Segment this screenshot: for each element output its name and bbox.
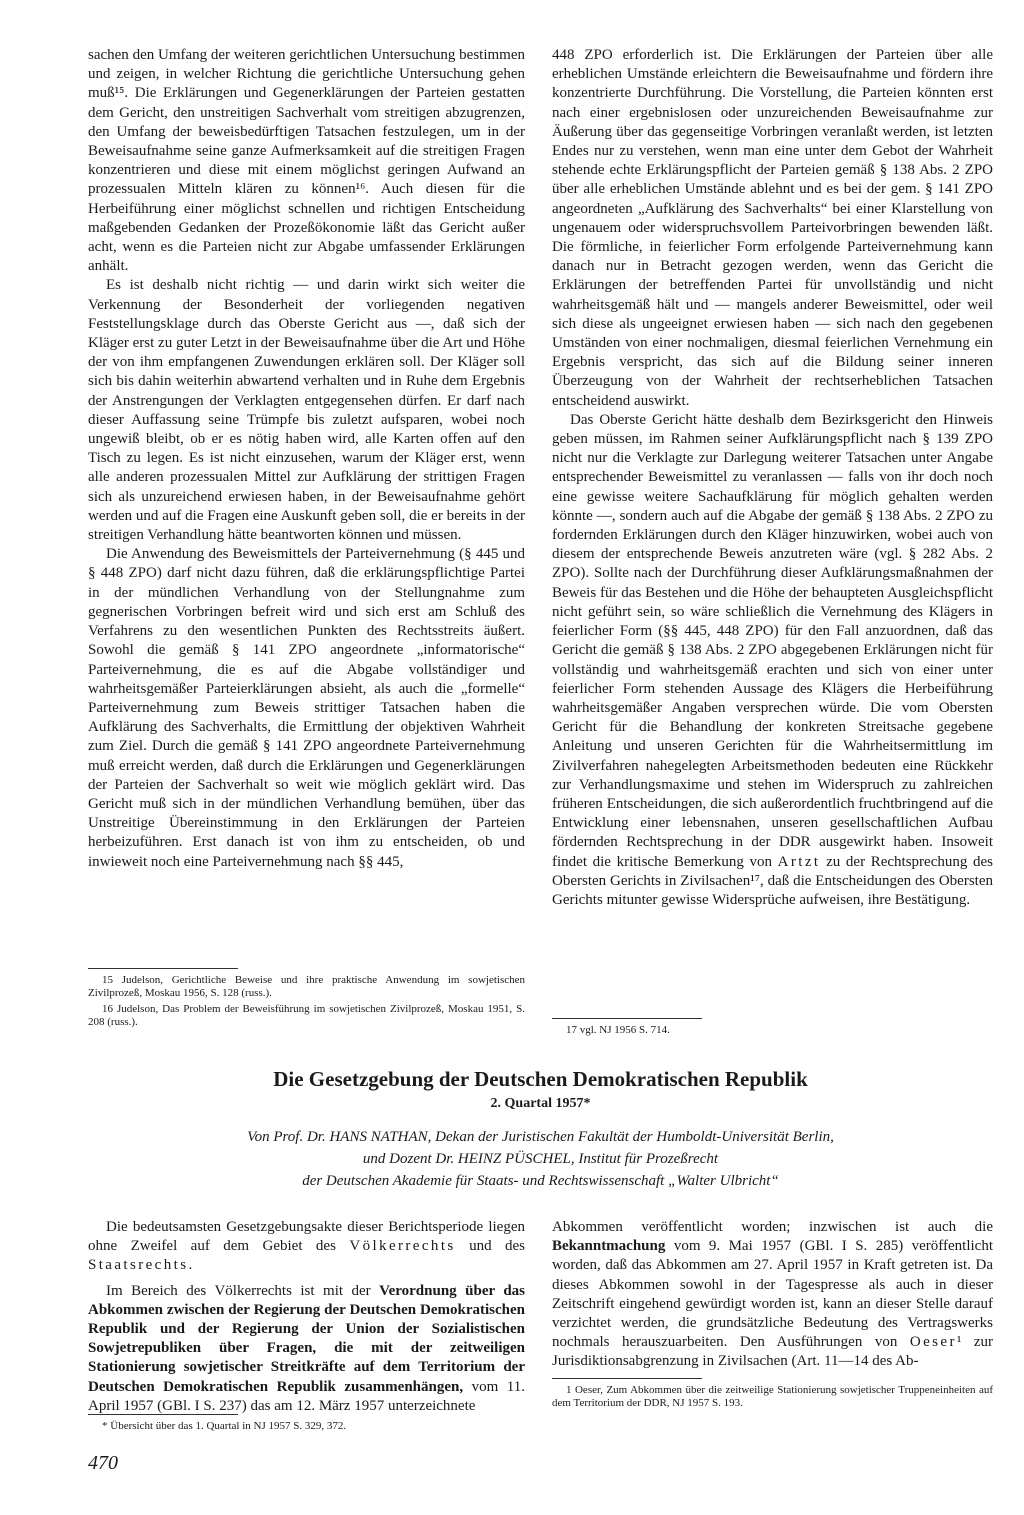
paragraph-text: Die bedeutsamsten Gesetzgebungsakte dieser Berichtsperiode liegen ohne Zweifel auf dem Gebiet des	[88, 1219, 525, 1255]
paragraph-text: Das Oberste Gericht hätte deshalb dem Bezirksgericht den Hinweis geben müssen, im Rahmen seiner Aufklärungspflicht nach § 139 ZPO nicht nur die Verklagte zur Darlegung weiterer Tatsachen unter Angabe entsprechender Beweismittel zu veranlassen — falls von ihr doch noch eine gewisse weitere Sachaufklärung für möglich gehalten werden könnte —, sondern auch auf die Abgabe der gemäß § 138 Abs. 2 ZPO zu fordernden Erklärungen durch den Kläger hinzuwirken, wobei auch von diesem der entsprechende Beweis anzutreten wäre (vgl. § 282 Abs. 2 ZPO). Sollte nach der Durchführung dieser Aufklärungsmaßnahmen der Beweis für das Bestehen und die Höhe der behaupteten Ausgleichspflicht nicht geführt sein, so wäre schließlich die Vernehmung des Klägers in feierlicher Form (§§ 445, 448 ZPO) für den Fall anzuordnen, daß das Gericht die gemäß § 138 Abs. 2 ZPO abgegebenen Erklärungen nicht für vollständig und wahrheitsgemäß erachten und sich von einer unter feierlicher Form stehenden Aussage des Klägers die Herbeiführung wahrheitsgemäßer Angaben versprechen würde. Die vom Obersten Gericht für die Behandlung der konkreten Streitsache gegebene Anleitung und unseren Gerichten für die Wahrheitsermittlung im Zivilverfahren nahegelegten Arbeitsmethoden bedeuten eine Rückkehr zur Verhandlungsmaxime und stehen im Widerspruch zu zahlreichen früheren Entscheidungen, die sich außerordentlich fruchtbringend auf die Entwicklung einer lebensnahen, unseren gesellschaftlichen Aufbau fördernden Rechtsprechung in der DDR ausgewirkt haben. Insoweit findet die kritische Bemerkung von	[552, 411, 993, 870]
paragraph-text: vom 11. April 1957 (GBl. I S. 237) das am 12. März 1957 unterzeichnete	[88, 1378, 526, 1414]
paragraph-text: vom 9. Mai 1957 (GBl. I S. 285) veröffentlicht worden, daß das Abkommen am 27. April 1957 in Kraft getreten ist. Da dieses Abkommen sowohl in der Tagespresse als auch in dieser Zeitschrift eingehend gewürdigt worden ist, kann an dieser Stelle darauf verzichtet werden, die grundsätzliche Bedeutung des Vertragswerks nochmals herauszuarbeiten. Den Ausführungen von	[552, 1238, 993, 1351]
paragraph: Es ist deshalb nicht richtig — und darin wirkt sich weiter die Verkennung der Besonderheit der vorliegenden negativen Feststellungsklage durch das Oberste Gericht aus —, daß sich der Kläger erst zu guter Letzt in der Beweisaufnahme über die Art und Höhe der von ihm empfangenen Zuwendungen erklären soll. Der Kläger soll sich bis dahin weiterhin abwartend verhalten und in Ruhe dem Ergebnis der Anstrengungen der Verklagten entgegensehen dürfen. Er darf nach dieser Auffassung seine Trümpfe bis zuletzt aufsparen, wobei noch ungewiß bleibt, ob er es nötig haben wird, alle Karten offen auf den Tisch zu legen. Es ist nicht einzusehen, warum der Kläger erst, wenn alle anderen prozessualen Mittel zur Aufklärung der strittigen Fragen sich als unzureichend erwiesen haben, in der Beweisaufnahme gehört werden und auf die Fragen eine Auskunft geben soll, die er bereits in der streitigen Verhandlung hätte beantworten können und müssen.	[88, 277, 525, 544]
bold-term: Bekanntmachung	[552, 1238, 666, 1255]
article-header	[88, 1066, 993, 1192]
paragraph: 448 ZPO erforderlich ist. Die Erklärungen der Parteien über alle erheblichen Umstände erleichtern die Beweisaufnahme und fördern ihre konzentrierte Durchführung. Die Vorstellung, die Parteien könnten erst nach einer ergebnislosen oder unzureichenden Beweisaufnahme zur Äußerung über das gegenseitige Vorbringen veranlaßt werden, ist letzten Endes nur zu verstehen, wenn man eine unter dem Gebot der Wahrheit stehende echte Erklärungspflicht der Parteien gemäß § 138 Abs. 2 ZPO über alle erheblichen Umstände ablehnt und es bei der gem. § 141 ZPO angeordneten „Aufklärung des Sachverhalts“ bei einer Klarstellung von ungenauem oder widerspruchsvollem Parteivorbringen bewenden läßt. Die förmliche, in feierlicher Form erfolgende Parteivernehmung kann danach nur in Betracht gezogen werden, wenn das Gericht die Erklärungen der betreffenden Partei für unvollständig und nicht wahrheitsgemäß hält und — mangels anderer Beweismittel, oder weil sich diese als ungeeignet erwiesen haben — sich nach den gegebenen Umständen von einer nochmaligen, diesmal feierlichen Vernehmung ein Ergebnis verspricht, das sich auf die Bildung seiner inneren Überzeugung von der Wahrheit der rechtserheblichen Tatsachen entscheidend auswirkt.	[552, 47, 993, 409]
spaced-term: Völkerrechts	[349, 1238, 456, 1255]
article-subtitle: 2. Quartal 1957*	[490, 1096, 591, 1111]
paragraph	[552, 411, 993, 910]
column-right-top	[552, 46, 993, 910]
paragraph	[88, 1282, 525, 1416]
column-left-bottom	[88, 1218, 525, 1416]
page-number: 470	[88, 1452, 118, 1474]
paragraph-text: ¹ zur Jurisdiktionsabgrenzung in Zivilsachen (Art. 11—14 des Ab-	[552, 1334, 994, 1370]
footnotes-right-top	[552, 1018, 993, 1039]
footnotes-right-bottom	[552, 1378, 993, 1413]
article-title: Die Gesetzgebung der Deutschen Demokratischen Republik	[273, 1067, 808, 1091]
footnote: * Übersicht über das 1. Quartal in NJ 1957 S. 329, 372.	[102, 1420, 347, 1432]
footnote-rule	[88, 968, 238, 969]
footnotes-left-top	[88, 968, 525, 1032]
paragraph-text: .	[188, 1257, 193, 1274]
footnote: 1 Oeser, Zum Abkommen über die zeitweilige Stationierung sowjetischer Truppeneinheiten auf dem Territorium der DDR, NJ 1957 S. 193.	[552, 1384, 993, 1410]
author-name: Artzt	[777, 853, 821, 870]
bold-term: Verordnung über das Abkommen zwischen der Regierung der Deutschen Demokratischen Republik und der Regierung der Union der Sozialistischen Sowjetrepubliken über Fragen, die mit der zeitweiligen Stationierung sowjetischer Streitkräfte auf dem Territorium der Deutschen Demokratischen Republik zusammenhängen,	[88, 1282, 526, 1395]
footnote-rule	[552, 1378, 702, 1379]
footnotes-left-bottom	[88, 1414, 525, 1435]
column-right-bottom	[552, 1218, 993, 1372]
paragraph	[552, 1218, 993, 1372]
authors-line: und Dozent Dr. HEINZ PÜSCHEL, Institut für Prozeßrecht	[362, 1151, 719, 1167]
footnote-rule	[552, 1018, 702, 1019]
paragraph	[88, 1218, 525, 1276]
paragraph-text: zu der Rechtsprechung des Obersten Gerichts in Zivilsachen¹⁷, daß die Entscheidungen des Obersten Gerichts mitunter gewisse Widersprüche aufweisen, ihre Bestätigung.	[552, 853, 993, 908]
paragraph-text: Im Bereich des Völkerrechts ist mit der	[106, 1282, 371, 1299]
authors-line: der Deutschen Akademie für Staats- und Rechtswissenschaft „Walter Ulbricht“	[302, 1173, 779, 1189]
spaced-term: Staatsrechts	[88, 1257, 189, 1274]
footnote: 15 Judelson, Gerichtliche Beweise und ihre praktische Anwendung im sowjetischen Zivilprozeß, Moskau 1956, S. 128 (russ.).	[88, 974, 525, 1000]
paragraph: Die Anwendung des Beweismittels der Parteivernehmung (§ 445 und § 448 ZPO) darf nicht dazu führen, daß die erklärungspflichtige Partei in der mündlichen Verhandlung von der Stellungnahme zum gegnerischen Vorbringen befreit wird und sich erst am Schluß des Verfahrens zu den wesentlichen Punkten des Rechtsstreits äußert. Sowohl die gemäß § 141 ZPO angeordnete „informatorische“ Parteivernehmung, die es auf die Abgabe vollständiger und wahrheitsgemäßer Parteierklärungen absieht, als auch die „formelle“ Parteivernehmung zum Beweis strittiger Tatsachen haben die Aufklärung des Sachverhalts, die Ermittlung der objektiven Wahrheit zum Ziel. Durch die gemäß § 141 ZPO angeordnete Parteivernehmung muß erreicht werden, daß durch die Erklärungen und Gegenerklärungen der Parteien der Sachverhalt so weit wie möglich geklärt wird. Das Gericht muß sich in der mündlichen Verhandlung bemühen, über das Unstreitige Übereinstimmung in den Erklärungen der Parteien herbeizuführen. Erst danach ist von ihm zu entscheiden, ob und inwieweit noch eine Parteivernehmung nach §§ 445,	[88, 546, 525, 870]
paragraph-text: Abkommen veröffentlicht worden; inzwischen ist auch die	[552, 1219, 993, 1235]
footnote-rule	[88, 1414, 238, 1415]
authors-line: Von Prof. Dr. HANS NATHAN, Dekan der Juristischen Fakultät der Humboldt-Universität Berlin,	[247, 1129, 834, 1145]
footnote: 16 Judelson, Das Problem der Beweisführung im sowjetischen Zivilprozeß, Moskau 1951, S. 208 (russ.).	[88, 1002, 525, 1029]
author-name: Oeser	[909, 1334, 957, 1351]
paragraph-text: und des	[469, 1238, 526, 1255]
article-authors	[88, 1126, 993, 1192]
footnote: 17 vgl. NJ 1956 S. 714.	[566, 1024, 670, 1036]
paragraph: sachen den Umfang der weiteren gerichtlichen Untersuchung bestimmen und zeigen, in welcher Richtung die gerichtliche Untersuchung gehen muß¹⁵. Die Erklärungen und Gegenerklärungen der Parteien gestatten dem Gericht, den unstreitigen Sachverhalt vom streitigen abzugrenzen, den Umfang der beweisbedürftigen Tatsachen festzulegen, um in der Beweisaufnahme seine ganze Aufmerksamkeit auf die streitigen Fragen konzentrieren und diese mit einem möglichst geringen Aufwand an prozessualen Mitteln klären zu können¹⁶. Auch diesen für die Herbeiführung einer möglichst schnellen und richtigen Entscheidung maßgebenden Gedanken der Prozeßökonomie läßt das Gericht außer acht, wenn es die Parteien nicht zur Abgabe umfassender Erklärungen anhält.	[88, 47, 525, 275]
column-left-top	[88, 46, 525, 872]
